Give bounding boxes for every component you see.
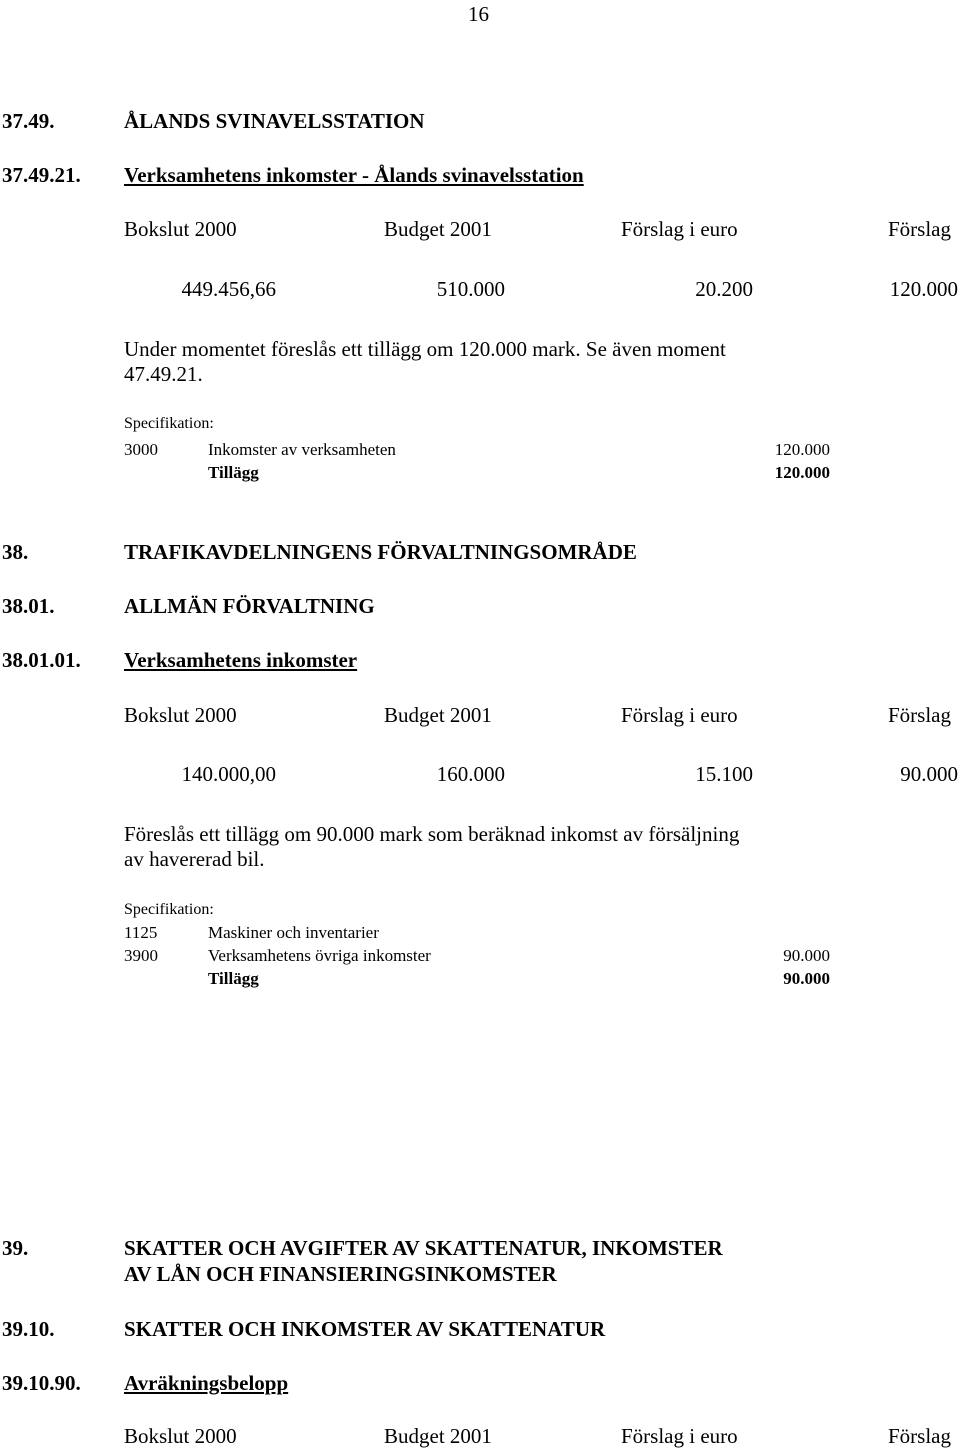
- note-text-cont: 47.49.21.: [124, 362, 203, 386]
- value-forslag: 90.000: [900, 762, 958, 786]
- page-number: 16: [468, 2, 489, 26]
- header-forslag-euro: Förslag i euro: [621, 217, 738, 241]
- subsubsection-number: 39.10.90.: [2, 1371, 81, 1395]
- header-budget: Budget 2001: [384, 1424, 492, 1448]
- spec-code: 1125: [124, 923, 158, 942]
- header-forslag: Förslag: [888, 703, 951, 727]
- header-forslag: Förslag: [888, 1424, 951, 1448]
- spec-code: 3000: [124, 440, 158, 459]
- value-budget: 510.000: [436, 277, 505, 301]
- note-text: Föreslås ett tillägg om 90.000 mark som beräknad inkomst av försäljning: [124, 822, 740, 846]
- section-title: ÅLANDS SVINAVELSSTATION: [124, 109, 425, 133]
- header-bokslut: Bokslut 2000: [124, 1424, 237, 1448]
- header-budget: Budget 2001: [384, 703, 492, 727]
- spec-amount: 120.000: [774, 440, 830, 459]
- value-budget: 160.000: [436, 762, 505, 786]
- tillagg-amount: 90.000: [783, 969, 830, 988]
- header-forslag-euro: Förslag i euro: [621, 703, 738, 727]
- spec-code: 3900: [124, 946, 158, 965]
- header-forslag-euro: Förslag i euro: [621, 1424, 738, 1448]
- section-title-cont: AV LÅN OCH FINANSIERINGSINKOMSTER: [124, 1262, 557, 1286]
- subsection-number: 38.01.: [2, 594, 55, 618]
- value-bokslut: 140.000,00: [181, 762, 276, 786]
- section-number: 38.: [2, 540, 29, 564]
- section-number: 37.49.: [2, 109, 55, 133]
- tillagg-amount: 120.000: [774, 463, 830, 482]
- value-forslag-euro: 20.200: [695, 277, 753, 301]
- note-text-cont: av havererad bil.: [124, 847, 265, 871]
- subsubsection-title: Avräkningsbelopp: [124, 1371, 289, 1395]
- spec-label: Specifikation:: [124, 901, 214, 918]
- subsubsection-title: Verksamhetens inkomster: [124, 648, 358, 672]
- header-forslag: Förslag: [888, 217, 951, 241]
- value-forslag: 120.000: [889, 277, 958, 301]
- spec-text: Verksamhetens övriga inkomster: [208, 946, 431, 965]
- header-bokslut: Bokslut 2000: [124, 217, 237, 241]
- header-budget: Budget 2001: [384, 217, 492, 241]
- spec-label: Specifikation:: [124, 415, 214, 432]
- subsection-title: SKATTER OCH INKOMSTER AV SKATTENATUR: [124, 1317, 606, 1341]
- subsection-title: ALLMÄN FÖRVALTNING: [124, 594, 375, 618]
- subsection-number: 39.10.: [2, 1317, 55, 1341]
- value-forslag-euro: 15.100: [695, 762, 753, 786]
- tillagg-label: Tillägg: [208, 969, 259, 988]
- header-bokslut: Bokslut 2000: [124, 703, 237, 727]
- section-title: SKATTER OCH AVGIFTER AV SKATTENATUR, INKOMSTER: [124, 1236, 723, 1260]
- value-bokslut: 449.456,66: [181, 277, 276, 301]
- subsubsection-number: 38.01.01.: [2, 648, 81, 672]
- spec-text: Maskiner och inventarier: [208, 923, 379, 942]
- section-number: 39.: [2, 1236, 29, 1260]
- spec-amount: 90.000: [783, 946, 830, 965]
- section-title: TRAFIKAVDELNINGENS FÖRVALTNINGSOMRÅDE: [124, 540, 637, 564]
- subsection-title: Verksamhetens inkomster - Ålands svinavelsstation: [124, 163, 584, 187]
- note-text: Under momentet föreslås ett tillägg om 120.000 mark. Se även moment: [124, 337, 726, 361]
- subsection-number: 37.49.21.: [2, 163, 81, 187]
- tillagg-label: Tillägg: [208, 463, 259, 482]
- spec-text: Inkomster av verksamheten: [208, 440, 396, 459]
